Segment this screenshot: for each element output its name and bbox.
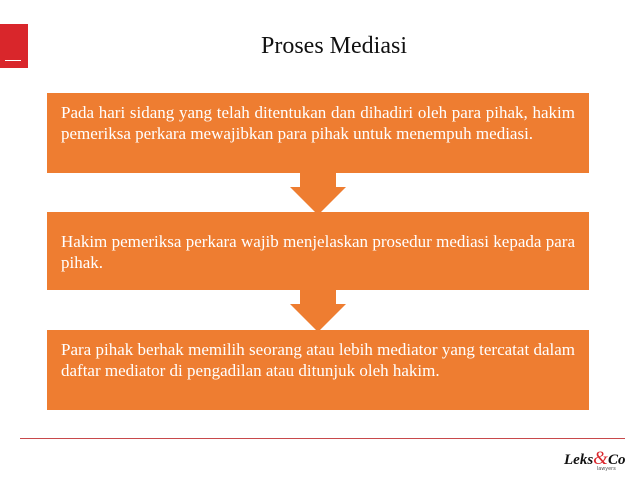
accent-underline	[5, 60, 21, 61]
down-arrow-icon	[290, 173, 346, 215]
slide-title: Proses Mediasi	[261, 33, 407, 59]
process-step-3: Para pihak berhak memilih seorang atau lebih mediator yang tercatat dalam daftar mediator di pengadilan atau ditunjuk oleh hakim.	[47, 330, 589, 410]
company-logo	[564, 446, 626, 474]
logo-ampersand: &	[593, 448, 608, 469]
process-step-2: Hakim pemeriksa perkara wajib menjelaskan prosedur mediasi kepada para pihak.	[47, 212, 589, 290]
logo-wordmark	[564, 448, 625, 470]
footer-divider	[20, 438, 625, 439]
logo-name-part1: Leks	[564, 452, 594, 468]
process-step-1: Pada hari sidang yang telah ditentukan dan dihadiri oleh para pihak, hakim pemeriksa perkara mewajibkan para pihak untuk menempuh mediasi.	[47, 93, 589, 173]
down-arrow-icon	[290, 290, 346, 332]
logo-subtitle: lawyers	[597, 466, 617, 472]
logo-name-part2: Co	[607, 452, 626, 468]
